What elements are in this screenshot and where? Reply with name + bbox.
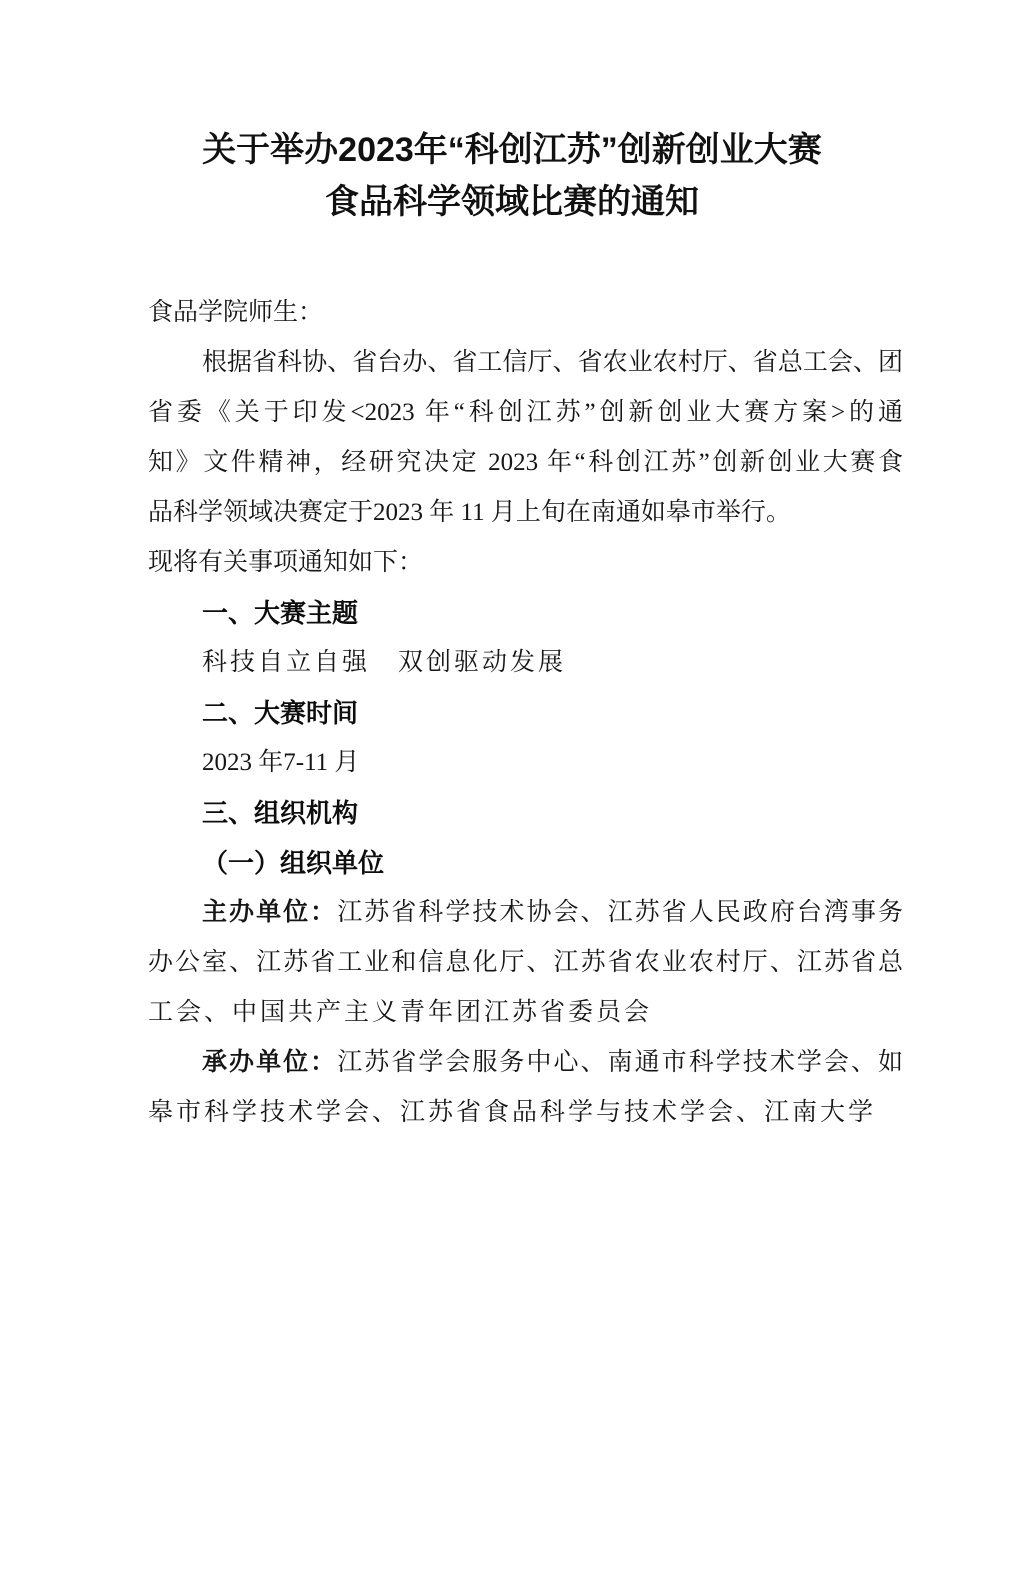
section-3-heading: 三、组织机构: [202, 798, 359, 828]
host-units-line-1: [148, 888, 903, 938]
section-1-content: 科技自立自强 双创驱动发展: [202, 649, 567, 676]
intro-line-4: 品科学领域决赛定于2023 年 11 月上旬在南通如皋市举行。: [148, 499, 791, 526]
intro-line-5: 现将有关事项通知如下：: [148, 549, 424, 576]
host-units-line-2: 办公室、江苏省工业和信息化厅、江苏省农业农村厅、江苏省总: [148, 949, 903, 976]
intro-line-3: 知》文件精神，经研究决定 2023 年“科创江苏”创新创业大赛食: [148, 449, 903, 476]
section-1-heading: 一、大赛主题: [202, 598, 359, 628]
notice-body: [148, 288, 903, 1138]
notice-title-line-1: 关于举办2023年“科创江苏”创新创业大赛: [202, 131, 822, 169]
organizer-units-line-2: 皋市科学技术学会、江苏省食品科学与技术学会、江南大学: [148, 1099, 877, 1126]
notice-title-line-2: 食品科学领域比赛的通知: [325, 183, 699, 221]
host-units-line-3: 工会、中国共产主义青年团江苏省委员会: [148, 999, 653, 1026]
organizer-units-label: 承办单位：: [202, 1049, 338, 1076]
salutation: 食品学院师生：: [148, 299, 324, 326]
intro-line-2: 省委《关于印发<2023 年“科创江苏”创新创业大赛方案>的通: [148, 399, 903, 426]
host-units-text-1: 江苏省科学技术协会、江苏省人民政府台湾事务: [337, 899, 903, 926]
organizer-units-line-1: [148, 1038, 903, 1088]
section-2-heading: 二、大赛时间: [202, 698, 359, 728]
intro-line-1: 根据省科协、省台办、省工信厅、省农业农村厅、省总工会、团: [202, 349, 903, 376]
section-3-sub-1-heading: （一）组织单位: [202, 848, 385, 878]
document-page: [0, 124, 1024, 1572]
organizer-units-text-1: 江苏省学会服务中心、南通市科学技术学会、如: [337, 1049, 903, 1076]
host-units-label: 主办单位：: [202, 899, 338, 926]
section-2-content: 2023 年7-11 月: [202, 749, 360, 776]
notice-title: [102, 124, 922, 228]
